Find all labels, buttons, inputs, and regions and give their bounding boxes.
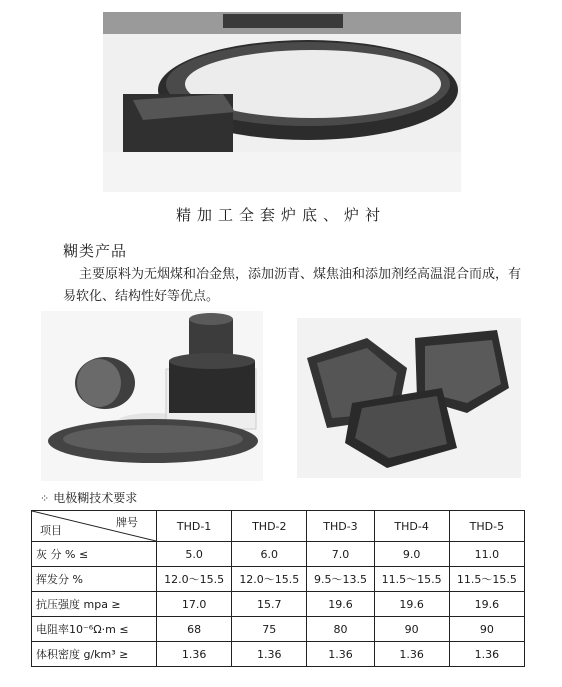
table-cell: 11.5～15.5 <box>449 567 524 592</box>
table-cell: 19.6 <box>307 592 374 617</box>
table-cell: 90 <box>374 617 449 642</box>
table-cell: 19.6 <box>374 592 449 617</box>
table-cell: 1.36 <box>374 642 449 667</box>
row-label: 抗压强度 mpa ≥ <box>32 592 157 617</box>
row-label: 电阻率10⁻⁶Ω·m ≤ <box>32 617 157 642</box>
table-title-text: 电极糊技术要求 <box>53 491 138 505</box>
description-paragraph: 主要原料为无烟煤和冶金焦，添加沥青、煤焦油和添加剂经高温混合而成，有易软化、结构性好等优点。 <box>63 267 522 304</box>
table-row <box>32 567 525 592</box>
table-title <box>40 489 137 506</box>
header-grade-label: 牌号 <box>116 516 138 529</box>
row-label: 灰 分 % ≤ <box>32 542 157 567</box>
row-label: 体积密度 g/km³ ≥ <box>32 642 157 667</box>
table-cell: 5.0 <box>157 542 232 567</box>
table-cell: 80 <box>307 617 374 642</box>
table-cell: 68 <box>157 617 232 642</box>
table-cell: 9.5～13.5 <box>307 567 374 592</box>
table-row <box>32 592 525 617</box>
column-header: THD-1 <box>157 511 232 542</box>
paste-blocks-photo <box>297 318 521 478</box>
table-header-row <box>32 511 525 542</box>
table-cell: 15.7 <box>232 592 307 617</box>
specification-table <box>31 510 525 667</box>
table-cell: 19.6 <box>449 592 524 617</box>
paste-product-photo <box>41 311 263 481</box>
table-cell: 1.36 <box>449 642 524 667</box>
table-cell: 11.5～15.5 <box>374 567 449 592</box>
table-cell: 90 <box>449 617 524 642</box>
header-item-label: 项目 <box>40 524 62 537</box>
table-cell: 75 <box>232 617 307 642</box>
section-title: 糊类产品 <box>63 242 128 260</box>
header-corner-cell <box>32 511 157 542</box>
table-row <box>32 617 525 642</box>
column-header: THD-2 <box>232 511 307 542</box>
table-cell: 9.0 <box>374 542 449 567</box>
row-label: 挥发分 % <box>32 567 157 592</box>
bullet-marker-icon: ⁘ <box>40 492 50 505</box>
column-header: THD-4 <box>374 511 449 542</box>
table-cell: 11.0 <box>449 542 524 567</box>
furnace-lining-photo <box>103 12 461 192</box>
table-cell: 1.36 <box>307 642 374 667</box>
table-cell: 1.36 <box>232 642 307 667</box>
table-cell: 1.36 <box>157 642 232 667</box>
table-cell: 12.0～15.5 <box>157 567 232 592</box>
table-cell: 6.0 <box>232 542 307 567</box>
column-header: THD-5 <box>449 511 524 542</box>
table-cell: 7.0 <box>307 542 374 567</box>
column-header: THD-3 <box>307 511 374 542</box>
table-row <box>32 642 525 667</box>
table-cell: 17.0 <box>157 592 232 617</box>
photo-caption: 精加工全套炉底、炉衬 <box>175 206 386 224</box>
table-row <box>32 542 525 567</box>
table-cell: 12.0～15.5 <box>232 567 307 592</box>
